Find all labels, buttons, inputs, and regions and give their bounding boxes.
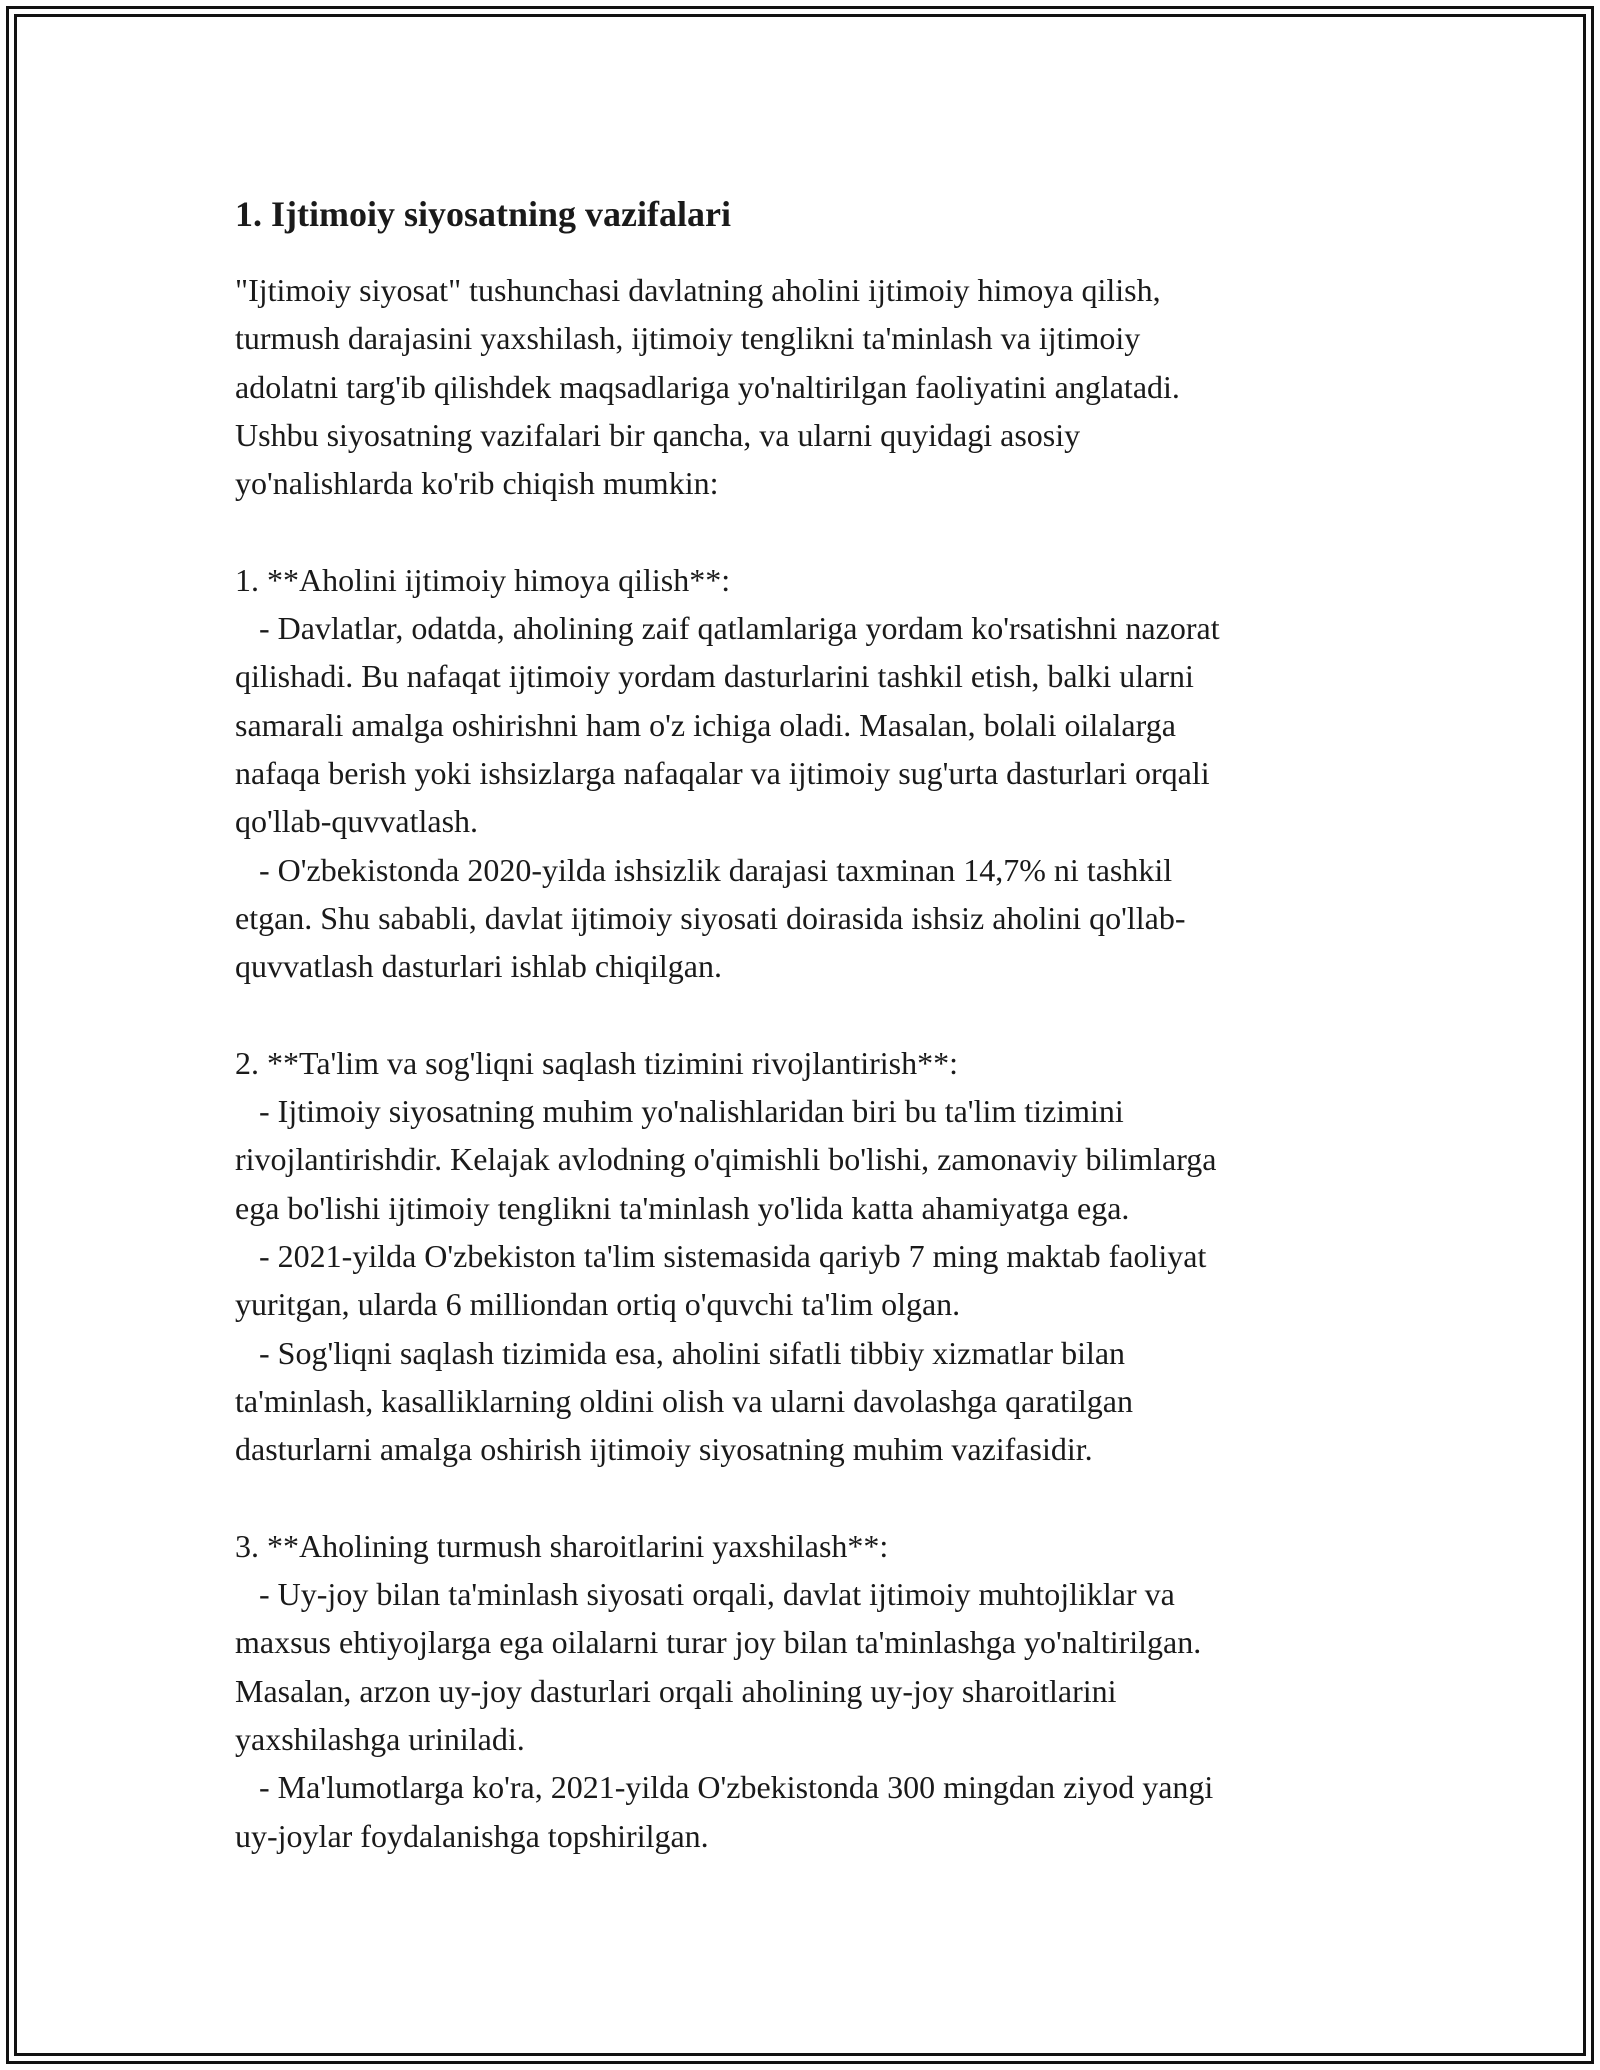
document-title: 1. Ijtimoiy siyosatning vazifalari [235,194,731,234]
section-bullet: - Ijtimoiy siyosatning muhim yo'nalishlaridan biri bu ta'lim tizimini rivojlantirishdir. Kelajak avlodning o'qimishli bo'lishi, zamonaviy bilimlarga ega bo'lishi ijtimoiy tenglikni ta'minlash yo'lida katta ahamiyatga ega. [235,1093,1217,1226]
section-bullet: - Sog'liqni saqlash tizimida esa, aholini sifatli tibbiy xizmatlar bilan ta'minlash, kasalliklarning oldini olish va ularni davolashga qaratilgan dasturlarni amalga oshirish ijtimoiy siyosatning muhim vazifasidir. [235,1334,1133,1468]
intro-paragraph: "Ijtimoiy siyosat" tushunchasi davlatning aholini ijtimoiy himoya qilish, turmush darajasini yaxshilash, ijtimoiy tenglikni ta'minlash va ijtimoiy adolatni targ'ib qilishdek maqsadlariga yo'naltirilgan faoliyatini anglatadi. Ushbu siyosatning vazifalari bir qancha, va ularni quyidagi asosiy yo'nalishlarda ko'rib chiqish mumkin: [235,272,1180,502]
section-social-protection [235,556,1395,991]
section-education-health [235,1039,1395,1474]
paragraph-gap [235,507,1395,555]
section-bullet: - Davlatlar, odatda, aholining zaif qatlamlariga yordam ko'rsatishni nazorat qilishadi. Bu nafaqat ijtimoiy yordam dasturlarini tashkil etish, balki ularni samarali amalga oshirishni ham o'z ichiga oladi. Masalan, bolali oilalarga nafaqa berish yoki ishsizlarga nafaqalar va ijtimoiy sug'urta dasturlari orqali qo'llab-quvvatlash. [235,610,1220,840]
section-heading: 3. **Aholining turmush sharoitlarini yaxshilash**: [235,1527,889,1564]
document-body [235,188,1395,1860]
section-living-conditions [235,1522,1395,1860]
section-bullet: - O'zbekistonda 2020-yilda ishsizlik darajasi taxminan 14,7% ni tashkil etgan. Shu sababli, davlat ijtimoiy siyosati doirasida ishsiz aholini qo'llab- quvvatlash dasturlari ishlab chiqilgan. [235,851,1186,985]
paragraph-gap [235,1473,1395,1521]
section-bullet: - Ma'lumotlarga ko'ra, 2021-yilda O'zbekistonda 300 mingdan ziyod yangi uy-joylar foydalanishga topshirilgan. [235,1769,1214,1854]
section-bullet: - Uy-joy bilan ta'minlash siyosati orqali, davlat ijtimoiy muhtojliklar va maxsus ehtiyojlarga ega oilalarni turar joy bilan ta'minlashga yo'naltirilgan. Masalan, arzon uy-joy dasturlari orqali aholining uy-joy sharoitlarini yaxshilashga uriniladi. [235,1576,1202,1757]
section-bullet: - 2021-yilda O'zbekiston ta'lim sistemasida qariyb 7 ming maktab faoliyat yuritgan, ularda 6 milliondan ortiq o'quvchi ta'lim olgan. [235,1237,1207,1323]
section-heading: 1. **Aholini ijtimoiy himoya qilish**: [235,561,731,598]
paragraph-gap [235,990,1395,1038]
section-heading: 2. **Ta'lim va sog'liqni saqlash tizimini rivojlantirish**: [235,1044,958,1081]
